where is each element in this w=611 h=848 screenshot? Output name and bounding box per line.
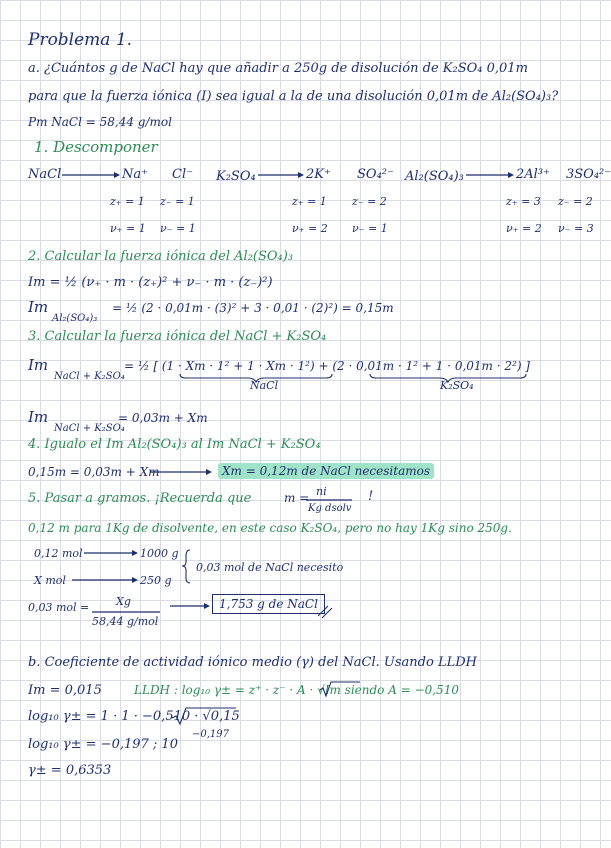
question-line-2: para que la fuerza iónica (I) sea igual a la de una disolución 0,01m de Al₂(SO₄)₃? [28, 89, 559, 104]
conversion-denominator: 58,44 g/mol [92, 615, 159, 628]
cl-ion: Cl⁻ [172, 167, 193, 182]
step-4-heading: 4. Igualo el Im Al₂(SO₄)₃ al Im NaCl + K₂SO₄ [28, 437, 321, 452]
rule-result: 0,03 mol de NaCl necesito [196, 561, 344, 574]
arrow-nacl-head [114, 172, 120, 178]
arrow-rule-1-head [132, 550, 138, 556]
so4-ion: SO₄²⁻ [357, 167, 394, 182]
arrow-rule-2-head [132, 577, 138, 583]
v-al: ν₊ = 2 [506, 222, 542, 235]
final-answer-box: 1,753 g de NaCl [212, 594, 325, 614]
im-mix-result-lhs: Im [28, 408, 49, 426]
arrow-k2so4-head [298, 172, 304, 178]
z-so4: z₋ = 2 [352, 195, 387, 208]
equation-line: 0,15m = 0,03m + Xm [28, 465, 160, 479]
im-mix-result-subscript: NaCl + K₂SO₄ [54, 423, 125, 434]
underbrace-k2so4 [370, 374, 526, 382]
molality-exclamation: ! [368, 489, 374, 504]
im-al-calculation: = ½ (2 · 0,01m · (3)² + 3 · 0,01 · (2)²) = 0,15m [112, 301, 394, 315]
v-cl: ν₋ = 1 [160, 222, 196, 235]
z-so4-b: z₋ = 2 [558, 195, 593, 208]
conversion-numerator: Xg [116, 595, 131, 608]
underbrace-nacl [180, 374, 332, 382]
molality-denominator: Kg dsolv [308, 503, 352, 514]
conversion-lhs: 0,03 mol = [28, 601, 90, 614]
arrow-conversion-head [204, 603, 210, 609]
rule-row2-right: 250 g [140, 574, 172, 587]
arrow-step4-head [206, 469, 212, 475]
v-na: ν₊ = 1 [110, 222, 146, 235]
nacl-formula: NaCl [28, 167, 62, 182]
v-so4: ν₋ = 1 [352, 222, 388, 235]
step-3-heading: 3. Calcular la fuerza iónica del NaCl + K₂SO₄ [28, 329, 327, 344]
rule-row2-left: X mol [34, 574, 66, 587]
gamma-result: γ± = 0,6353 [28, 763, 112, 778]
im-value: Im = 0,015 [28, 683, 102, 698]
z-cl: z₋ = 1 [160, 195, 195, 208]
v-so4-b: ν₋ = 3 [558, 222, 594, 235]
step-5-heading: 5. Pasar a gramos. ¡Recuerda que [28, 491, 252, 506]
z-na: z₊ = 1 [110, 195, 145, 208]
step-1-heading: 1. Descomponer [34, 138, 158, 156]
k2so4-formula: K₂SO₄ [216, 169, 256, 184]
question-line-1: a. ¿Cuántos g de NaCl hay que añadir a 250g de disolución de K₂SO₄ 0,01m [28, 61, 528, 76]
im-mix-subscript: NaCl + K₂SO₄ [54, 371, 125, 382]
log-line-1: log₁₀ γ± = 1 · 1 · −0,510 · √0,15 [28, 709, 240, 724]
v-k: ν₊ = 2 [292, 222, 328, 235]
al2so43-formula: Al₂(SO₄)₃ [405, 169, 464, 184]
rule-bracket [182, 550, 190, 583]
note-line: 0,12 m para 1Kg de disolvente, en este caso K₂SO₄, pero no hay 1Kg sino 250g. [28, 521, 512, 535]
z-k: z₊ = 1 [292, 195, 327, 208]
molar-mass: Pm NaCl = 58,44 g/mol [28, 115, 172, 129]
brace-label-k2so4: K₂SO₄ [440, 379, 474, 392]
molality-numerator: ni [316, 485, 327, 498]
sqrt-sign-lldh [320, 682, 360, 696]
im-al-subscript: Al₂(SO₄)₃ [52, 313, 98, 324]
k-ion: 2K⁺ [306, 167, 331, 182]
strike-mark-1 [318, 606, 328, 616]
rule-row1-left: 0,12 mol [34, 547, 83, 560]
z-al: z₊ = 3 [506, 195, 541, 208]
molality-lhs: m = [284, 491, 310, 505]
part-b-heading: b. Coeficiente de actividad iónico medio (γ) del NaCl. Usando LLDH [28, 655, 477, 670]
im-mix-lhs: Im [28, 356, 49, 374]
ionic-strength-formula: Im = ½ (ν₊ · m · (z₊)² + ν₋ · m · (z₋)²) [28, 275, 273, 290]
im-al-lhs: Im [28, 298, 49, 316]
log-line-2: log₁₀ γ± = −0,197 ; 10 [28, 737, 178, 752]
im-mix-calculation: = ½ [ (1 · Xm · 1² + 1 · Xm · 1²) + (2 · 0,01m · 1² + 1 · 0,01m · 2²) ] [124, 359, 530, 373]
strike-mark-2 [322, 608, 332, 618]
lldh-formula: LLDH : log₁₀ γ± = z⁺ · z⁻ · A · √Im siendo A = −0,510 [134, 683, 459, 697]
im-mix-result: = 0,03m + Xm [118, 411, 208, 425]
brace-label-nacl: NaCl [250, 379, 279, 392]
arrow-al2so43-head [508, 172, 514, 178]
so4-ion-b: 3SO₄²⁻ [566, 167, 611, 182]
page-title: Problema 1. [28, 30, 133, 50]
highlighted-result: Xm = 0,12m de NaCl necesitamos [218, 463, 434, 479]
rule-row1-right: 1000 g [140, 547, 179, 560]
step-2-heading: 2. Calcular la fuerza iónica del Al₂(SO₄)₃ [28, 249, 294, 264]
log-exponent: −0,197 [192, 729, 230, 740]
sqrt-sign-log [172, 708, 236, 724]
na-ion: Na⁺ [122, 167, 148, 182]
al-ion: 2Al³⁺ [516, 167, 550, 182]
